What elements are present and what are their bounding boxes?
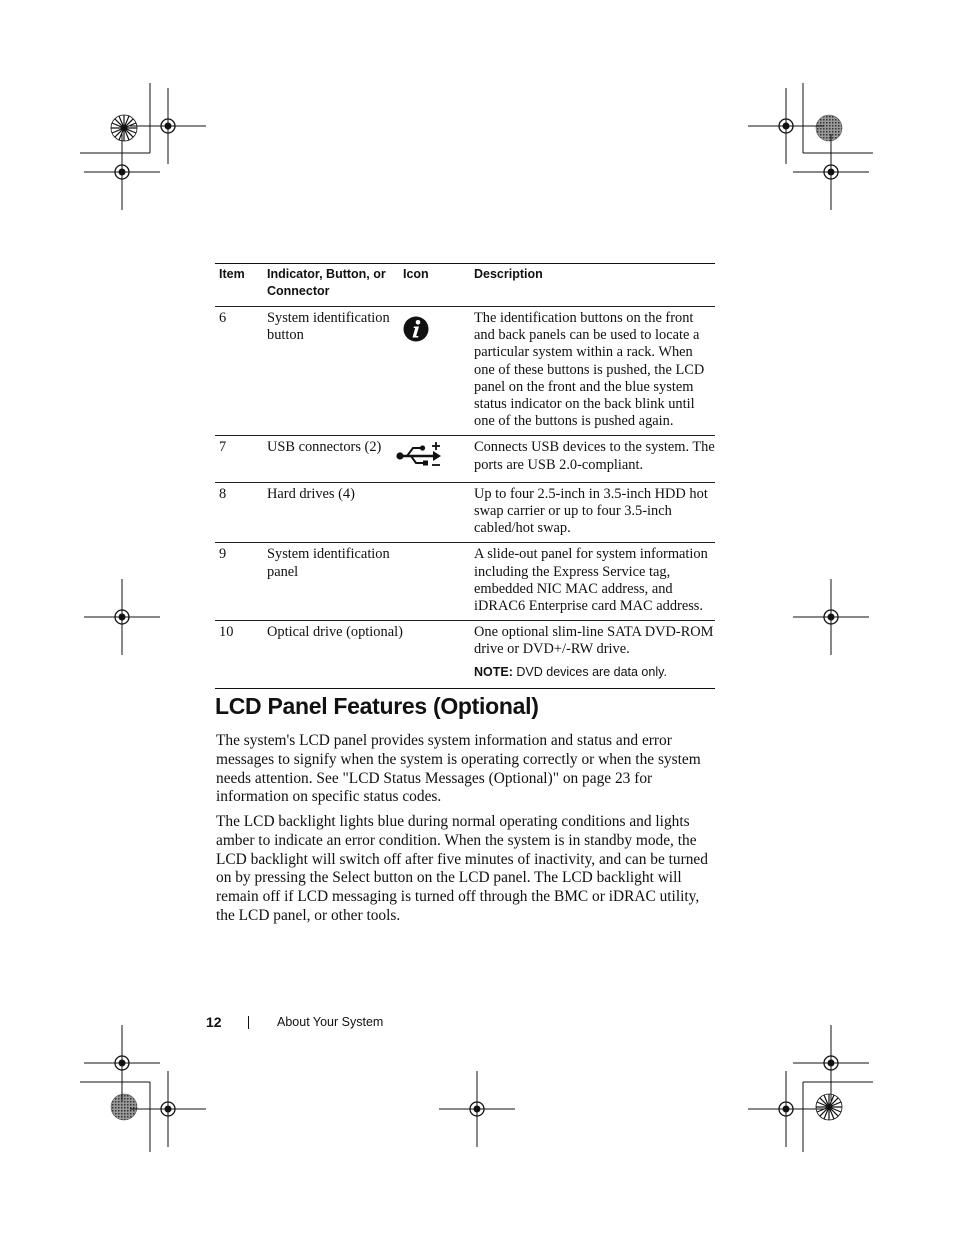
cell-indicator: System identification button — [267, 310, 390, 344]
note-text: DVD devices are data only. — [516, 664, 667, 679]
cell-description: Connects USB devices to the system. The ports are USB 2.0-compliant. — [474, 439, 715, 473]
info-icon — [403, 315, 429, 343]
cell-indicator: Hard drives (4) — [267, 485, 355, 502]
table-row — [215, 621, 715, 689]
cell-item: 6 — [219, 310, 227, 326]
info-icon — [602, 315, 628, 343]
footer-separator — [248, 1016, 249, 1029]
note — [474, 664, 715, 681]
cell-item: 7 — [219, 439, 227, 456]
section-heading: LCD Panel Features (Optional) — [215, 693, 539, 719]
cell-item: 9 — [219, 546, 227, 563]
cell-description: One optional slim-line SATA DVD-ROM drive or DVD+/-RW drive. — [474, 624, 714, 658]
paragraph-lcd-backlight: The LCD backlight lights blue during normal operating conditions and lights amber to indicate an error condition. When the system is in standby mode, the LCD backlight will switch off after five minutes of inactivity, and can be turned on by pressing the Select button on the LCD panel. The LCD backlight will remain off if LCD messaging is turned off through the BMC or iDRAC utility, the LCD panel, or other tools. — [216, 813, 708, 924]
header-description: Description — [474, 267, 543, 281]
cell-description: Up to four 2.5-inch in 3.5-inch HDD hot swap carrier or up to four 3.5-inch cabled/hot swap. — [474, 485, 708, 537]
cell-item: 8 — [219, 485, 227, 502]
cell-description: The identification buttons on the front and back panels can be used to locate a particular system within a rack. When one of these buttons is pushed, the LCD panel on the front and the blue system status indicator on the back blink until one of the buttons is pushed again. — [474, 310, 705, 430]
table-row — [215, 307, 715, 436]
table-header-row — [215, 264, 715, 307]
note-label: NOTE: — [474, 664, 513, 679]
usb-icon — [395, 441, 443, 469]
table-row — [215, 436, 715, 482]
header-icon: Icon — [403, 267, 429, 281]
header-indicator: Indicator, Button, or Connector — [267, 267, 386, 298]
header-item: Item — [219, 267, 245, 281]
paragraph-lcd-intro: The system's LCD panel provides system information and status and error messages to signify when the system is operating correctly or when the system needs attention. See "LCD Status Messages (Optional)" on page 23 for information on specific status codes. — [216, 732, 701, 806]
cell-indicator: Optical drive (optional) — [267, 624, 403, 641]
features-table — [215, 263, 715, 689]
table-row — [215, 543, 715, 621]
page-footer — [206, 1014, 383, 1030]
cell-description: A slide-out panel for system information including the Express Service tag, embedded NIC MAC address, and iDRAC6 Enterprise card MAC address. — [474, 546, 708, 615]
page-number: 12 — [206, 1014, 222, 1030]
cell-indicator: System identification panel — [267, 546, 390, 580]
table-row — [215, 483, 715, 544]
cell-indicator: USB connectors (2) — [267, 439, 382, 456]
chapter-title: About Your System — [277, 1015, 384, 1029]
cell-item: 10 — [219, 624, 234, 641]
